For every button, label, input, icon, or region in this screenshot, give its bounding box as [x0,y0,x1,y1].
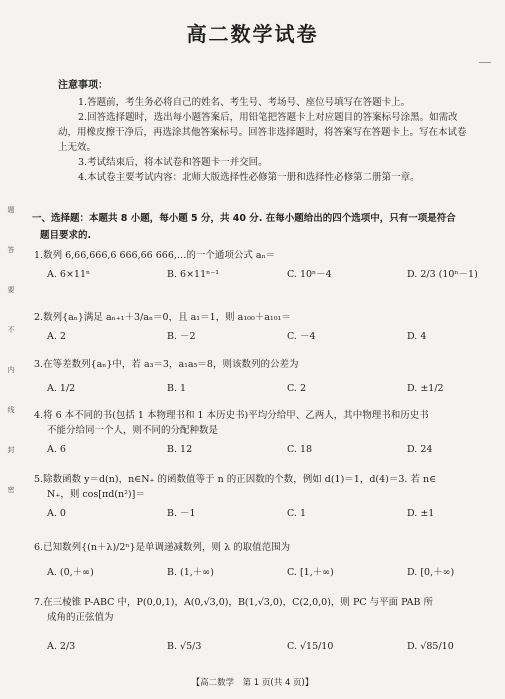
option-a: A. 2 [47,331,66,342]
question-stem: 2.数列{aₙ}满足 aₙ₊₁＋3/aₙ＝0，且 a₁＝1，则 a₁₀₀＋a₁₀₁＝ [34,312,291,323]
question-stem: 1.数列 6,66,666,6 666,66 666,…的一个通项公式 aₙ＝ [34,250,276,261]
question-6 [34,540,479,581]
binding-char: 封 [7,446,15,454]
option-d: D. ±1/2 [407,383,444,394]
question-options [34,381,479,397]
option-a: A. 2/3 [47,641,76,652]
binding-line-text [4,205,18,495]
binding-char: 题 [7,206,15,214]
binding-char: 要 [7,286,15,294]
option-b: B. √5/3 [167,641,202,652]
question-options [34,442,479,458]
question-stem-continued: N₊，则 cos[πd(n²)]＝ [47,489,145,500]
option-a: A. 1/2 [47,383,76,394]
option-a: A. 0 [47,508,66,519]
notice-item: 1.答题前，考生务必将自己的姓名、考生号、考场号、座位号填写在答题卡上。 [78,97,411,108]
binding-char: 内 [7,366,15,374]
option-d: D. [0,＋∞) [407,567,455,578]
binding-char: 线 [7,406,15,414]
page-footer: 【高二数学 第 1 页(共 4 页)】 [191,678,314,688]
question-stem-continued: 不能分给同一个人，则不同的分配种数是 [47,425,219,436]
question-stem: 7.在三棱锥 P-ABC 中，P(0,0,1)，A(0,√3,0)，B(1,√3,0)，C(2,0,0)，则 PC 与平面 PAB 所 [34,597,434,608]
section-heading-line: 一、选择题：本题共 8 小题，每小题 5 分，共 40 分. 在每小题给出的四个选项中，只有一项是符合 [32,213,456,224]
question-options [34,267,479,283]
option-b: B. 12 [167,444,193,455]
option-b: B. －1 [167,508,196,519]
binding-char: 答 [7,246,15,254]
option-d: D. ±1 [407,508,435,519]
option-b: B. －2 [167,331,196,342]
question-3 [34,357,479,397]
option-c: C. 18 [287,444,313,455]
section-heading-line: 题目要求的. [40,230,92,241]
question-stem: 3.在等差数列{aₙ}中，若 a₃＝3，a₁a₅＝8，则该数列的公差为 [34,359,299,370]
binding-char: 密 [7,486,15,494]
page-corner-mark [479,62,491,63]
option-c: C. 10ⁿ－4 [287,269,332,280]
question-7 [34,595,479,655]
question-2 [34,310,479,345]
option-a: A. (0,＋∞) [47,567,94,578]
question-4 [34,408,479,458]
notice-item: 2.回答选择题时，选出每小题答案后，用铅笔把答题卡上对应题目的答案标号涂黑。如需改动，用橡皮擦干净后，再选涂其他答案标号。回答非选择题时，将答案写在答题卡上。写在本试卷上无效。 [58,112,467,153]
question-options [34,639,479,655]
notice-heading: 注意事项： [58,80,108,91]
question-stem: 5.除数函数 y＝d(n)，n∈N₊ 的函数值等于 n 的正因数的个数，例如 d(1)＝1，d(4)＝3. 若 n∈ [34,474,437,485]
question-stem-continued: 成角的正弦值为 [47,612,114,623]
question-1 [34,248,479,283]
question-5 [34,472,479,522]
option-a: A. 6 [47,444,66,455]
question-options [34,565,479,581]
binding-char: 不 [7,326,15,334]
option-c: C. 2 [287,383,307,394]
option-b: B. (1,＋∞) [167,567,214,578]
option-c: C. √15/10 [287,641,334,652]
question-options [34,329,479,345]
notice-block [58,78,468,185]
notice-item: 3.考试结束后，将本试卷和答题卡一并交回。 [78,157,268,168]
option-d: D. 2/3 (10ⁿ－1) [407,269,478,280]
notice-item: 4.本试卷主要考试内容：北师大版选择性必修第一册和选择性必修第二册第一章。 [78,172,420,183]
option-d: D. √85/10 [407,641,454,652]
option-c: C. －4 [287,331,316,342]
option-b: B. 1 [167,383,187,394]
option-b: B. 6×11ⁿ⁻¹ [167,269,220,280]
section-heading [32,210,477,244]
question-stem: 6.已知数列{(n＋λ)/2ⁿ}是单调递减数列，则 λ 的取值范围为 [34,542,291,553]
page-title: 高二数学试卷 [186,22,319,46]
option-d: D. 4 [407,331,427,342]
option-d: D. 24 [407,444,433,455]
option-a: A. 6×11ⁿ [47,269,91,280]
question-stem: 4.将 6 本不同的书(包括 1 本物理书和 1 本历史书)平均分给甲、乙两人，其中物理书和历史书 [34,410,429,421]
question-options [34,506,479,522]
option-c: C. [1,＋∞) [287,567,334,578]
option-c: C. 1 [287,508,307,519]
